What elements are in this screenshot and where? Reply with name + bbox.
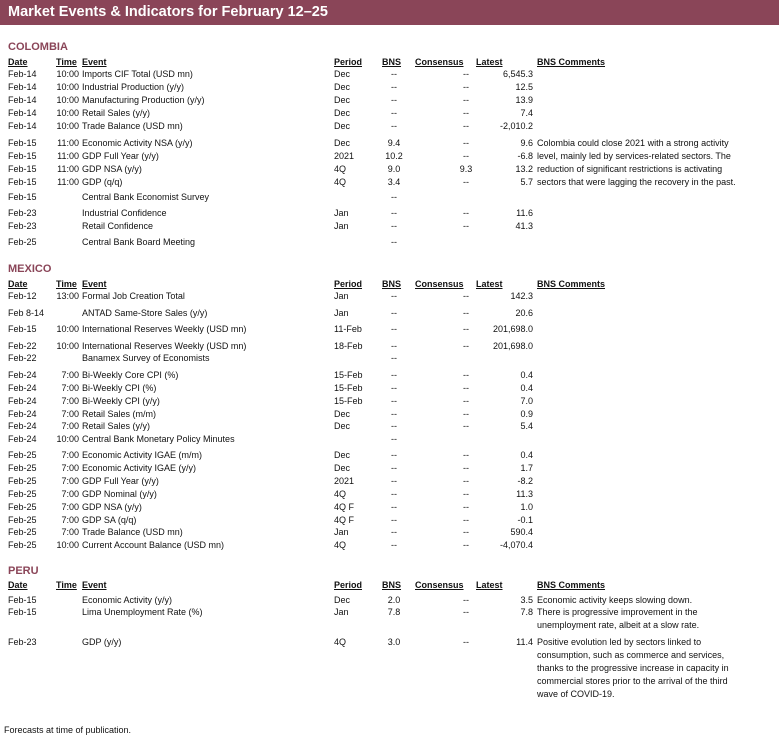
cell-event: ANTAD Same-Store Sales (y/y)	[82, 308, 208, 318]
peru-header-latest: Latest	[476, 580, 503, 590]
colombia-header-comments: BNS Comments	[537, 57, 606, 67]
cell-event: Retail Sales (y/y)	[82, 108, 151, 118]
cell-latest: 0.4	[520, 370, 533, 380]
cell-period: 2021	[334, 476, 355, 486]
cell-latest: 7.4	[520, 108, 533, 118]
cell-date: Feb-23	[8, 221, 37, 231]
table-row	[0, 539, 779, 552]
cell-bns: --	[391, 502, 397, 512]
cell-time: 7:00	[61, 409, 79, 419]
cell-period: Jan	[334, 308, 349, 318]
cell-period: 11-Feb	[334, 324, 362, 334]
cell-date: Feb-25	[8, 527, 37, 537]
cell-period: Jan	[334, 291, 349, 301]
cell-period: Dec	[334, 95, 351, 105]
cell-period: Dec	[334, 69, 351, 79]
cell-latest: -2,010.2	[499, 121, 533, 131]
cell-period: 4Q F	[334, 515, 355, 525]
mexico-header-comments: BNS Comments	[537, 279, 606, 289]
cell-period: 4Q F	[334, 502, 355, 512]
cell-event: GDP (y/y)	[82, 637, 122, 647]
cell-period: 4Q	[334, 637, 347, 647]
cell-date: Feb-25	[8, 489, 37, 499]
cell-cons: --	[463, 177, 469, 187]
cell-event: Retail Sales (m/m)	[82, 409, 157, 419]
cell-date: Feb-25	[8, 237, 37, 247]
colombia-header-period: Period	[334, 57, 363, 67]
cell-cons: --	[463, 308, 469, 318]
cell-time: 10:00	[56, 434, 79, 444]
mexico-header-consensus: Consensus	[415, 279, 464, 289]
cell-bns: 3.0	[387, 637, 401, 647]
cell-bns: --	[391, 434, 397, 444]
peru-comment-line: Economic activity keeps slowing down.	[537, 595, 693, 605]
cell-event: Trade Balance (USD mn)	[82, 121, 183, 131]
cell-cons: --	[463, 515, 469, 525]
cell-cons: --	[463, 476, 469, 486]
cell-bns: --	[391, 540, 397, 550]
cell-date: Feb-14	[8, 82, 37, 92]
cell-cons: --	[463, 82, 469, 92]
cell-date: Feb-12	[8, 291, 37, 301]
page-title: Market Events & Indicators for February 12–25	[8, 4, 328, 20]
cell-bns: 10.2	[385, 151, 403, 161]
cell-latest: 9.6	[520, 138, 533, 148]
peru-comment-line: wave of COVID-19.	[537, 689, 615, 699]
table-row	[0, 369, 779, 382]
mexico-header-period: Period	[334, 279, 363, 289]
footnote: Forecasts at time of publication.	[4, 725, 132, 735]
cell-date: Feb-15	[8, 177, 37, 187]
cell-date: Feb-14	[8, 95, 37, 105]
cell-latest: 0.4	[520, 383, 533, 393]
cell-bns: --	[391, 421, 397, 431]
colombia-comment-line: sectors that were lagging the recovery in the past.	[537, 177, 736, 187]
cell-latest: 11.4	[516, 637, 533, 647]
cell-time: 10:00	[56, 341, 79, 351]
cell-date: Feb-25	[8, 502, 37, 512]
cell-event: Economic Activity IGAE (y/y)	[82, 463, 197, 473]
peru-header-comments: BNS Comments	[537, 580, 606, 590]
cell-period: Dec	[334, 108, 351, 118]
cell-bns: --	[391, 353, 397, 363]
cell-time: 7:00	[61, 383, 79, 393]
cell-date: Feb-14	[8, 69, 37, 79]
cell-event: Economic Activity NSA (y/y)	[82, 138, 193, 148]
cell-date: Feb-24	[8, 421, 37, 431]
peru-header-period: Period	[334, 580, 363, 590]
cell-latest: 1.7	[520, 463, 533, 473]
cell-period: Dec	[334, 409, 351, 419]
cell-time: 10:00	[56, 82, 79, 92]
cell-period: 15-Feb	[334, 396, 363, 406]
cell-event: GDP NSA (y/y)	[82, 502, 142, 512]
cell-period: Dec	[334, 121, 351, 131]
peru-header-time: Time	[56, 580, 77, 590]
cell-latest: 11.6	[516, 208, 533, 218]
cell-bns: --	[391, 450, 397, 460]
peru-comment-line: commercial stores prior to the arrival of the third	[537, 676, 728, 686]
cell-event: Banamex Survey of Economists	[82, 353, 210, 363]
cell-latest: 1.0	[520, 502, 533, 512]
cell-cons: --	[463, 527, 469, 537]
peru-comment-line: There is progressive improvement in the	[537, 607, 698, 617]
cell-cons: --	[463, 208, 469, 218]
cell-cons: --	[463, 463, 469, 473]
cell-time: 7:00	[61, 421, 79, 431]
cell-period: Jan	[334, 607, 349, 617]
cell-latest: -6.8	[517, 151, 533, 161]
cell-event: GDP Full Year (y/y)	[82, 476, 159, 486]
cell-event: GDP Nominal (y/y)	[82, 489, 157, 499]
cell-cons: --	[463, 450, 469, 460]
mexico-header-latest: Latest	[476, 279, 503, 289]
peru-header-date: Date	[8, 580, 28, 590]
cell-date: Feb-24	[8, 370, 37, 380]
cell-latest: 11.3	[516, 489, 533, 499]
cell-date: Feb-25	[8, 450, 37, 460]
cell-bns: --	[391, 69, 397, 79]
title-bar	[0, 0, 779, 25]
cell-time: 10:00	[56, 108, 79, 118]
cell-bns: --	[391, 108, 397, 118]
cell-latest: 13.9	[515, 95, 533, 105]
cell-event: International Reserves Weekly (USD mn)	[82, 341, 247, 351]
cell-latest: 41.3	[515, 221, 533, 231]
cell-latest: -4,070.4	[499, 540, 533, 550]
cell-date: Feb-14	[8, 121, 37, 131]
cell-date: Feb-22	[8, 353, 37, 363]
cell-bns: --	[391, 82, 397, 92]
cell-period: Jan	[334, 221, 349, 231]
cell-bns: --	[391, 370, 397, 380]
cell-cons: --	[463, 540, 469, 550]
colombia-header-latest: Latest	[476, 57, 503, 67]
cell-event: Trade Balance (USD mn)	[82, 527, 183, 537]
cell-bns: --	[391, 341, 397, 351]
colombia-header-date: Date	[8, 57, 28, 67]
colombia-comment-line: reduction of significant restrictions is activating	[537, 164, 723, 174]
cell-event: Retail Sales (y/y)	[82, 421, 151, 431]
table-row	[0, 323, 779, 336]
mexico-header-time: Time	[56, 279, 77, 289]
cell-bns: --	[391, 463, 397, 473]
cell-event: Central Bank Monetary Policy Minutes	[82, 434, 235, 444]
peru-comment-line: consumption, such as commerce and services,	[537, 650, 725, 660]
cell-date: Feb-15	[8, 151, 37, 161]
cell-time: 7:00	[61, 396, 79, 406]
cell-cons: --	[463, 95, 469, 105]
cell-event: Industrial Production (y/y)	[82, 82, 185, 92]
cell-event: Economic Activity (y/y)	[82, 595, 173, 605]
cell-latest: 590.4	[510, 527, 533, 537]
cell-period: Jan	[334, 208, 349, 218]
cell-bns: 3.4	[387, 177, 401, 187]
cell-period: 15-Feb	[334, 383, 363, 393]
colombia-comment-line: Colombia could close 2021 with a strong activity	[537, 138, 729, 148]
cell-bns: --	[391, 308, 397, 318]
cell-date: Feb-25	[8, 540, 37, 550]
table-row	[0, 81, 779, 94]
cell-time: 7:00	[61, 527, 79, 537]
cell-cons: --	[463, 121, 469, 131]
peru-comment-line: unemployment rate, albeit at a slow rate.	[537, 620, 700, 630]
cell-bns: 2.0	[387, 595, 401, 605]
cell-period: 18-Feb	[334, 341, 363, 351]
cell-latest: 201,698.0	[492, 341, 533, 351]
cell-cons: --	[463, 607, 469, 617]
cell-time: 10:00	[56, 121, 79, 131]
cell-time: 7:00	[61, 489, 79, 499]
cell-cons: --	[463, 383, 469, 393]
cell-time: 11:00	[57, 177, 79, 187]
cell-bns: --	[391, 383, 397, 393]
cell-date: Feb-24	[8, 434, 37, 444]
cell-cons: --	[463, 421, 469, 431]
cell-event: Formal Job Creation Total	[82, 291, 185, 301]
cell-time: 7:00	[61, 502, 79, 512]
cell-bns: 7.8	[387, 607, 401, 617]
table-row	[0, 352, 779, 365]
cell-time: 7:00	[61, 476, 79, 486]
table-row	[0, 107, 779, 120]
cell-time: 10:00	[56, 324, 79, 334]
cell-bns: --	[391, 221, 397, 231]
table-row	[0, 220, 779, 233]
cell-cons: --	[463, 151, 469, 161]
cell-time: 10:00	[56, 95, 79, 105]
cell-bns: --	[391, 396, 397, 406]
cell-date: Feb-24	[8, 383, 37, 393]
colombia-header-bns: BNS	[382, 57, 402, 67]
cell-period: Jan	[334, 527, 349, 537]
cell-period: Dec	[334, 450, 351, 460]
cell-cons: --	[463, 108, 469, 118]
table-row	[0, 420, 779, 433]
cell-latest: 3.5	[520, 595, 533, 605]
cell-bns: --	[391, 95, 397, 105]
cell-event: GDP Full Year (y/y)	[82, 151, 159, 161]
mexico-header-bns: BNS	[382, 279, 402, 289]
cell-period: 2021	[334, 151, 355, 161]
cell-latest: 7.0	[520, 396, 533, 406]
cell-cons: --	[463, 595, 469, 605]
cell-cons: --	[463, 138, 469, 148]
cell-period: 4Q	[334, 164, 347, 174]
cell-period: Dec	[334, 82, 351, 92]
cell-date: Feb-24	[8, 409, 37, 419]
cell-latest: 5.4	[520, 421, 533, 431]
cell-event: Bi-Weekly Core CPI (%)	[82, 370, 179, 380]
cell-time: 7:00	[61, 450, 79, 460]
cell-cons: --	[463, 637, 469, 647]
peru-header-bns: BNS	[382, 580, 402, 590]
cell-cons: --	[463, 409, 469, 419]
table-row	[0, 526, 779, 539]
cell-event: Manufacturing Production (y/y)	[82, 95, 205, 105]
cell-event: GDP (q/q)	[82, 177, 123, 187]
mexico-header-date: Date	[8, 279, 28, 289]
cell-date: Feb-25	[8, 463, 37, 473]
table-row	[0, 236, 779, 249]
cell-bns: --	[391, 515, 397, 525]
cell-bns: --	[391, 489, 397, 499]
cell-time: 11:00	[57, 138, 79, 148]
cell-bns: --	[391, 192, 397, 202]
cell-event: Bi-Weekly CPI (y/y)	[82, 396, 160, 406]
cell-event: Retail Confidence	[82, 221, 154, 231]
cell-bns: 9.4	[387, 138, 401, 148]
cell-time: 10:00	[56, 69, 79, 79]
cell-cons: --	[463, 341, 469, 351]
table-row	[0, 307, 779, 320]
cell-event: GDP NSA (y/y)	[82, 164, 142, 174]
cell-cons: --	[463, 502, 469, 512]
cell-latest: 5.7	[520, 177, 533, 187]
peru-header-consensus: Consensus	[415, 580, 464, 590]
cell-date: Feb-23	[8, 637, 37, 647]
cell-cons: --	[463, 69, 469, 79]
cell-period: 15-Feb	[334, 370, 363, 380]
cell-event: Central Bank Economist Survey	[82, 192, 210, 202]
colombia-section-title: COLOMBIA	[8, 41, 68, 53]
cell-event: Industrial Confidence	[82, 208, 167, 218]
cell-latest: 7.8	[520, 607, 533, 617]
table-row	[0, 475, 779, 488]
table-row	[0, 449, 779, 462]
table-row	[0, 501, 779, 514]
peru-section-title: PERU	[8, 565, 39, 577]
table-row	[0, 382, 779, 395]
cell-latest: 12.5	[515, 82, 533, 92]
cell-time: 11:00	[57, 151, 79, 161]
cell-period: 4Q	[334, 177, 347, 187]
cell-latest: -8.2	[517, 476, 533, 486]
cell-latest: 20.6	[515, 308, 533, 318]
cell-date: Feb-25	[8, 515, 37, 525]
cell-bns: --	[391, 291, 397, 301]
cell-cons: --	[463, 291, 469, 301]
cell-cons: --	[463, 324, 469, 334]
mexico-header-event: Event	[82, 279, 107, 289]
cell-date: Feb-15	[8, 607, 37, 617]
cell-time: 13:00	[56, 291, 79, 301]
colombia-header-event: Event	[82, 57, 107, 67]
colombia-header-consensus: Consensus	[415, 57, 464, 67]
cell-cons: --	[463, 489, 469, 499]
cell-time: 7:00	[61, 463, 79, 473]
cell-latest: 6,545.3	[502, 69, 533, 79]
table-row	[0, 395, 779, 408]
cell-cons: 9.3	[459, 164, 473, 174]
peru-comment-line: thanks to the progressive increase in capacity in	[537, 663, 729, 673]
cell-cons: --	[463, 221, 469, 231]
cell-event: GDP SA (q/q)	[82, 515, 137, 525]
table-row	[0, 488, 779, 501]
cell-bns: --	[391, 121, 397, 131]
peru-comment-line: Positive evolution led by sectors linked to	[537, 637, 702, 647]
cell-latest: 0.9	[520, 409, 533, 419]
peru-header-event: Event	[82, 580, 107, 590]
table-row	[0, 433, 779, 446]
table-row	[0, 120, 779, 133]
colombia-comment-line: level, mainly led by services-related sectors. The	[537, 151, 731, 161]
cell-event: Bi-Weekly CPI (%)	[82, 383, 157, 393]
cell-time: 11:00	[57, 164, 79, 174]
cell-date: Feb-15	[8, 138, 37, 148]
cell-bns: --	[391, 208, 397, 218]
cell-period: Dec	[334, 595, 351, 605]
cell-event: Lima Unemployment Rate (%)	[82, 607, 203, 617]
cell-date: Feb-14	[8, 108, 37, 118]
cell-date: Feb-15	[8, 595, 37, 605]
table-row	[0, 68, 779, 81]
cell-date: Feb-25	[8, 476, 37, 486]
cell-date: Feb 8-14	[8, 308, 45, 318]
cell-latest: 13.2	[515, 164, 533, 174]
cell-date: Feb-23	[8, 208, 37, 218]
cell-time: 10:00	[56, 540, 79, 550]
cell-cons: --	[463, 396, 469, 406]
cell-event: Imports CIF Total (USD mn)	[82, 69, 193, 79]
cell-date: Feb-15	[8, 192, 37, 202]
cell-period: Dec	[334, 421, 351, 431]
cell-latest: 201,698.0	[492, 324, 533, 334]
cell-period: 4Q	[334, 489, 347, 499]
cell-latest: 142.3	[510, 291, 533, 301]
mexico-section-title: MEXICO	[8, 263, 52, 275]
cell-date: Feb-22	[8, 341, 37, 351]
cell-bns: --	[391, 409, 397, 419]
cell-bns: --	[391, 237, 397, 247]
table-row	[0, 290, 779, 303]
cell-bns: --	[391, 476, 397, 486]
cell-bns: --	[391, 324, 397, 334]
table-row	[0, 94, 779, 107]
cell-bns: --	[391, 527, 397, 537]
table-row	[0, 207, 779, 220]
cell-time: 7:00	[61, 370, 79, 380]
cell-cons: --	[463, 370, 469, 380]
cell-event: Economic Activity IGAE (m/m)	[82, 450, 203, 460]
table-row	[0, 462, 779, 475]
cell-bns: 9.0	[387, 164, 401, 174]
cell-period: 4Q	[334, 540, 347, 550]
cell-time: 7:00	[61, 515, 79, 525]
cell-date: Feb-24	[8, 396, 37, 406]
table-row	[0, 191, 779, 204]
cell-event: International Reserves Weekly (USD mn)	[82, 324, 247, 334]
cell-period: Dec	[334, 463, 351, 473]
cell-period: Dec	[334, 138, 351, 148]
cell-date: Feb-15	[8, 324, 37, 334]
cell-latest: 0.4	[520, 450, 533, 460]
cell-date: Feb-15	[8, 164, 37, 174]
cell-event: Current Account Balance (USD mn)	[82, 540, 225, 550]
colombia-header-time: Time	[56, 57, 77, 67]
cell-event: Central Bank Board Meeting	[82, 237, 196, 247]
cell-latest: -0.1	[517, 515, 533, 525]
